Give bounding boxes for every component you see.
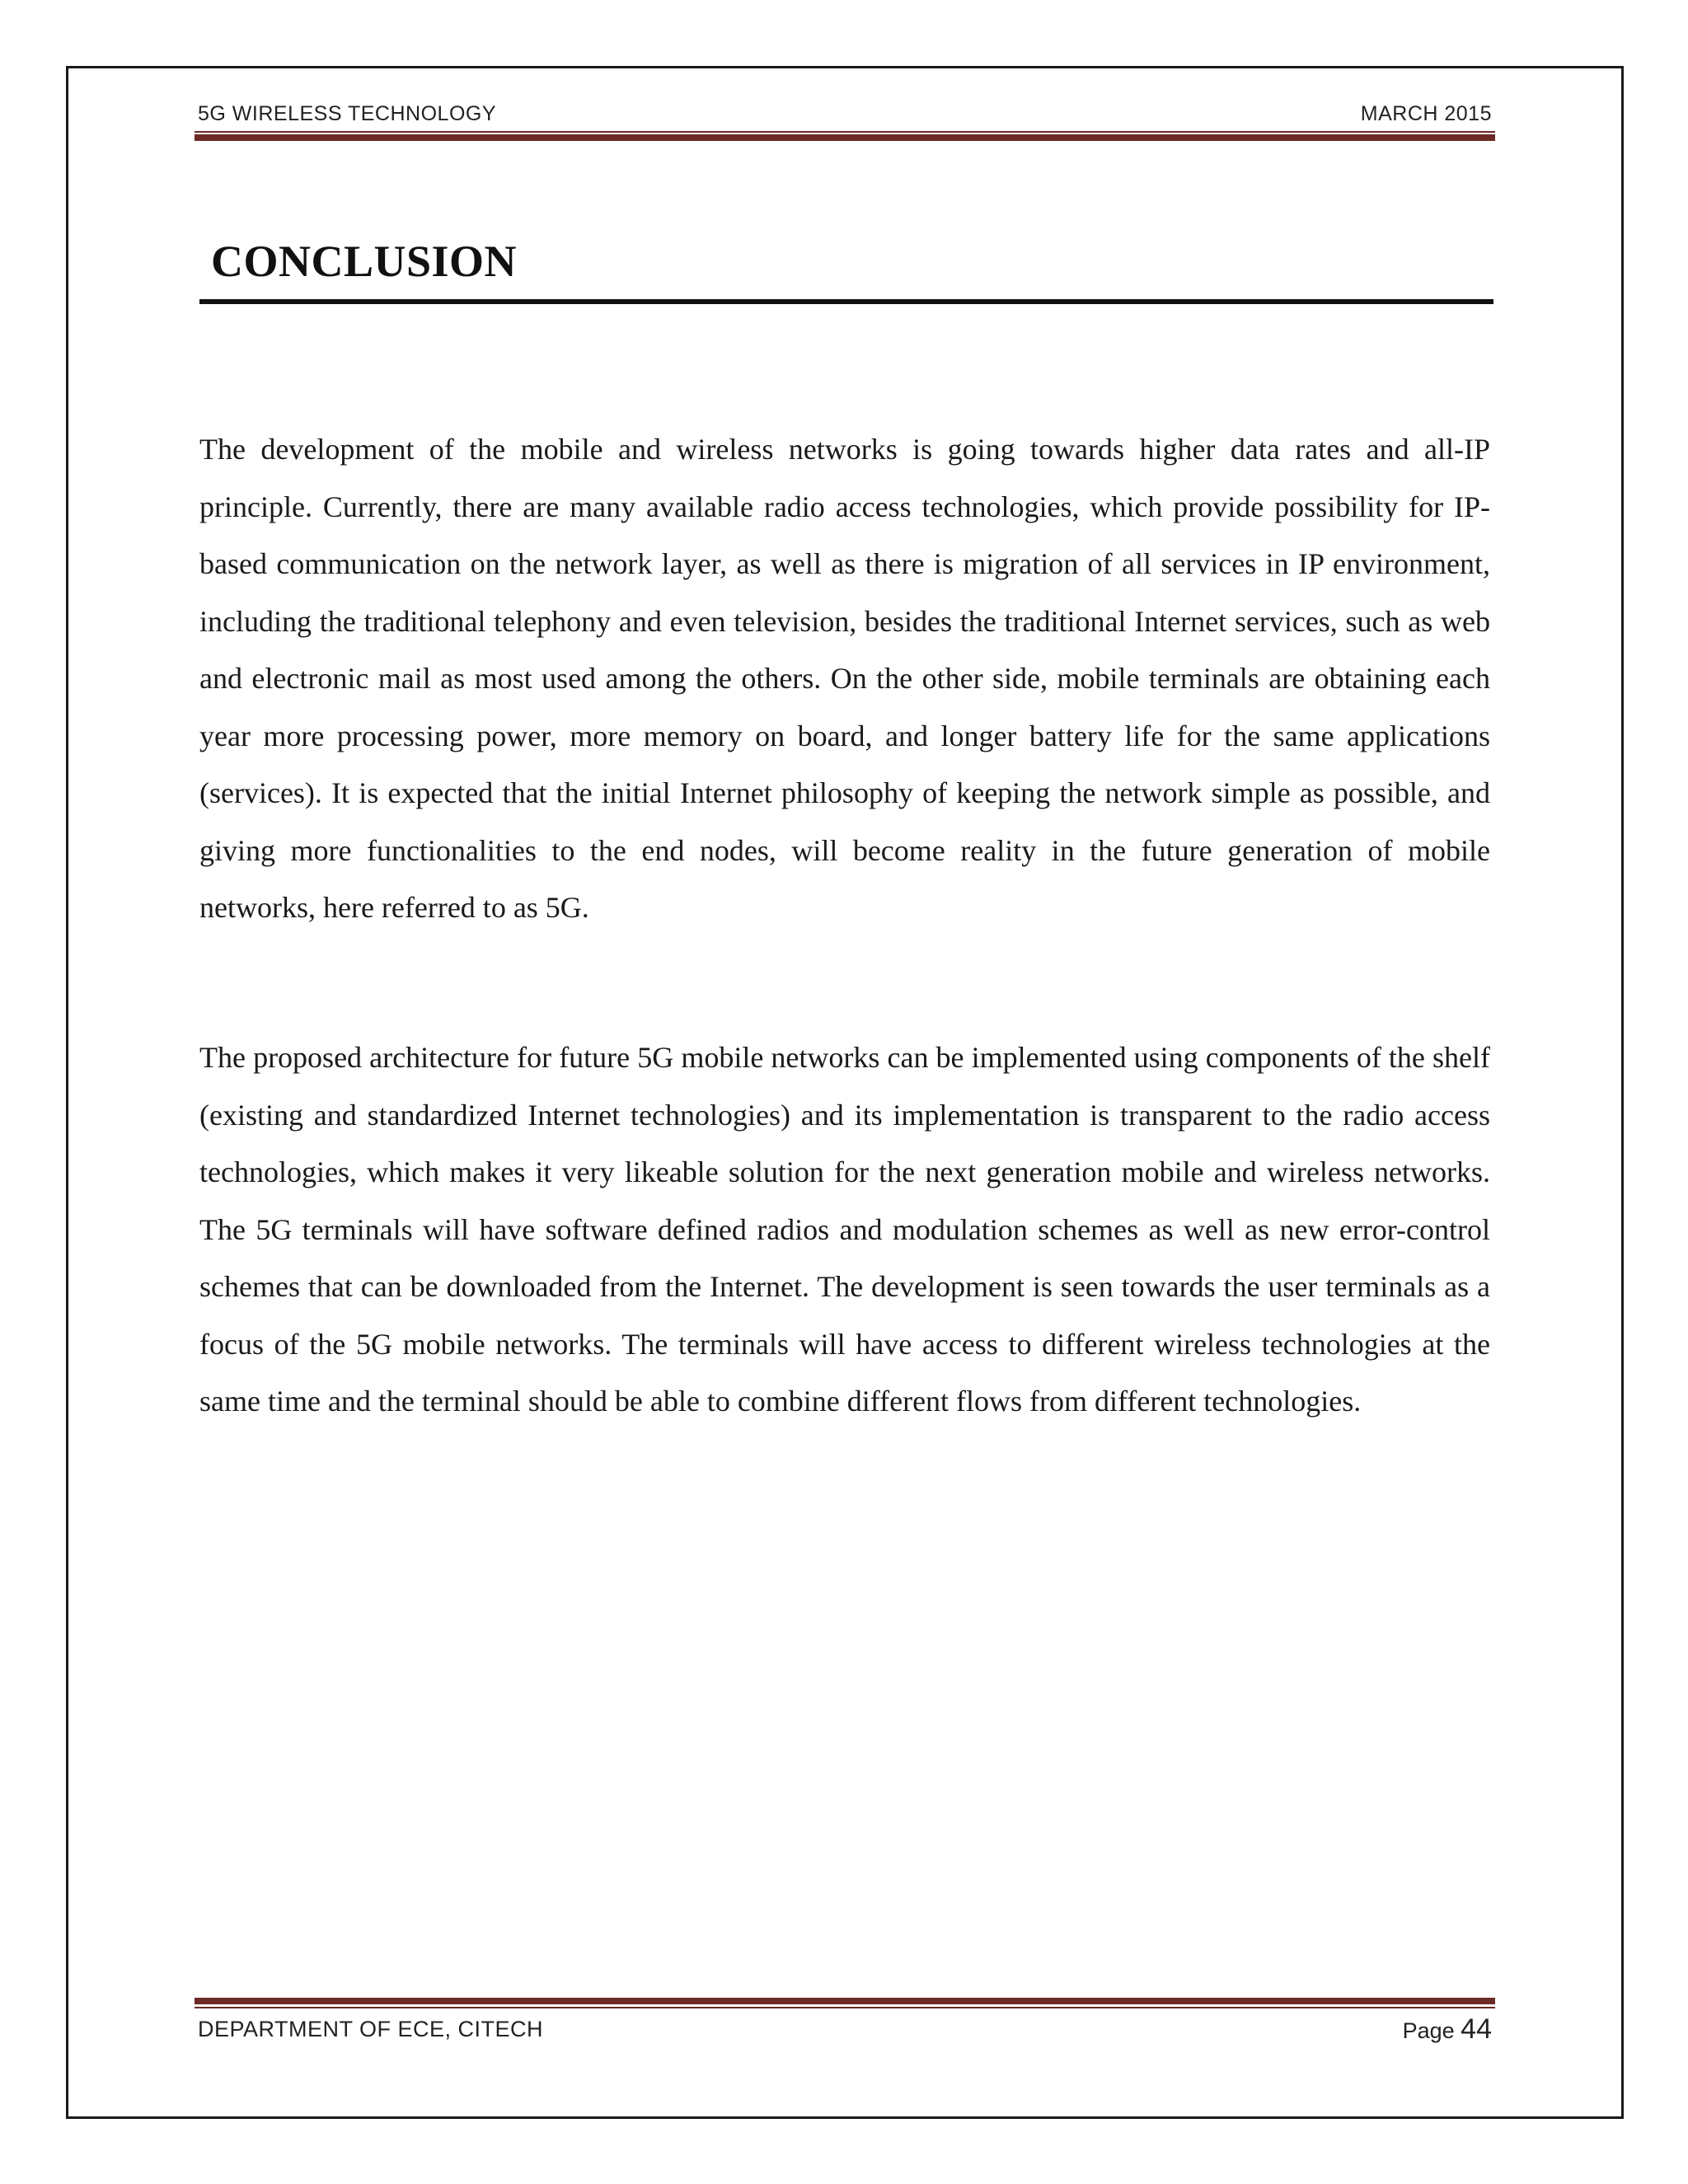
header-date: MARCH 2015 xyxy=(1360,102,1492,125)
running-footer xyxy=(195,2008,1495,2048)
header-title: 5G WIRELESS TECHNOLOGY xyxy=(198,102,497,125)
header-rule-thick xyxy=(195,134,1495,141)
paragraph-2: The proposed architecture for future 5G mobile networks can be implemented using components of the shelf (existing and standardized Internet technologies) and its implementation is transparent to the radio access technologies, which makes it very likeable solution for the next generation mobile and wireless networks. The 5G terminals will have software defined radios and modulation schemes as well as new error-control schemes that can be downloaded from the Internet. The development is seen towards the user terminals as a focus of the 5G mobile networks. The terminals will have access to different wireless technologies at the same time and the terminal should be able to combine different flows from different technologies. xyxy=(199,1041,1490,1418)
page-number-block xyxy=(1403,2013,1492,2046)
running-header xyxy=(195,97,1495,130)
footer-rule-thick xyxy=(195,1998,1495,2004)
title-underline xyxy=(199,299,1493,304)
footer-department: DEPARTMENT OF ECE, CITECH xyxy=(198,2017,544,2041)
section-title: CONCLUSION xyxy=(211,237,518,286)
paragraph-1: The development of the mobile and wireless networks is going towards higher data rates and all-IP principle. Currently, there are many available radio access technologies, which provide possibility for IP-based communication on the network layer, as well as there is migration of all services in IP environment, including the traditional telephony and even television, besides the traditional Internet services, such as web and electronic mail as most used among the others. On the other side, mobile terminals are obtaining each year more processing power, more memory on board, and longer battery life for the same applications (services). It is expected that the initial Internet philosophy of keeping the network simple as possible, and giving more functionalities to the end nodes, will become reality in the future generation of mobile networks, here referred to as 5G. xyxy=(199,433,1490,924)
header-rule-thin xyxy=(195,131,1495,133)
page-label: Page xyxy=(1402,2018,1455,2043)
page-number: 44 xyxy=(1461,2013,1492,2045)
